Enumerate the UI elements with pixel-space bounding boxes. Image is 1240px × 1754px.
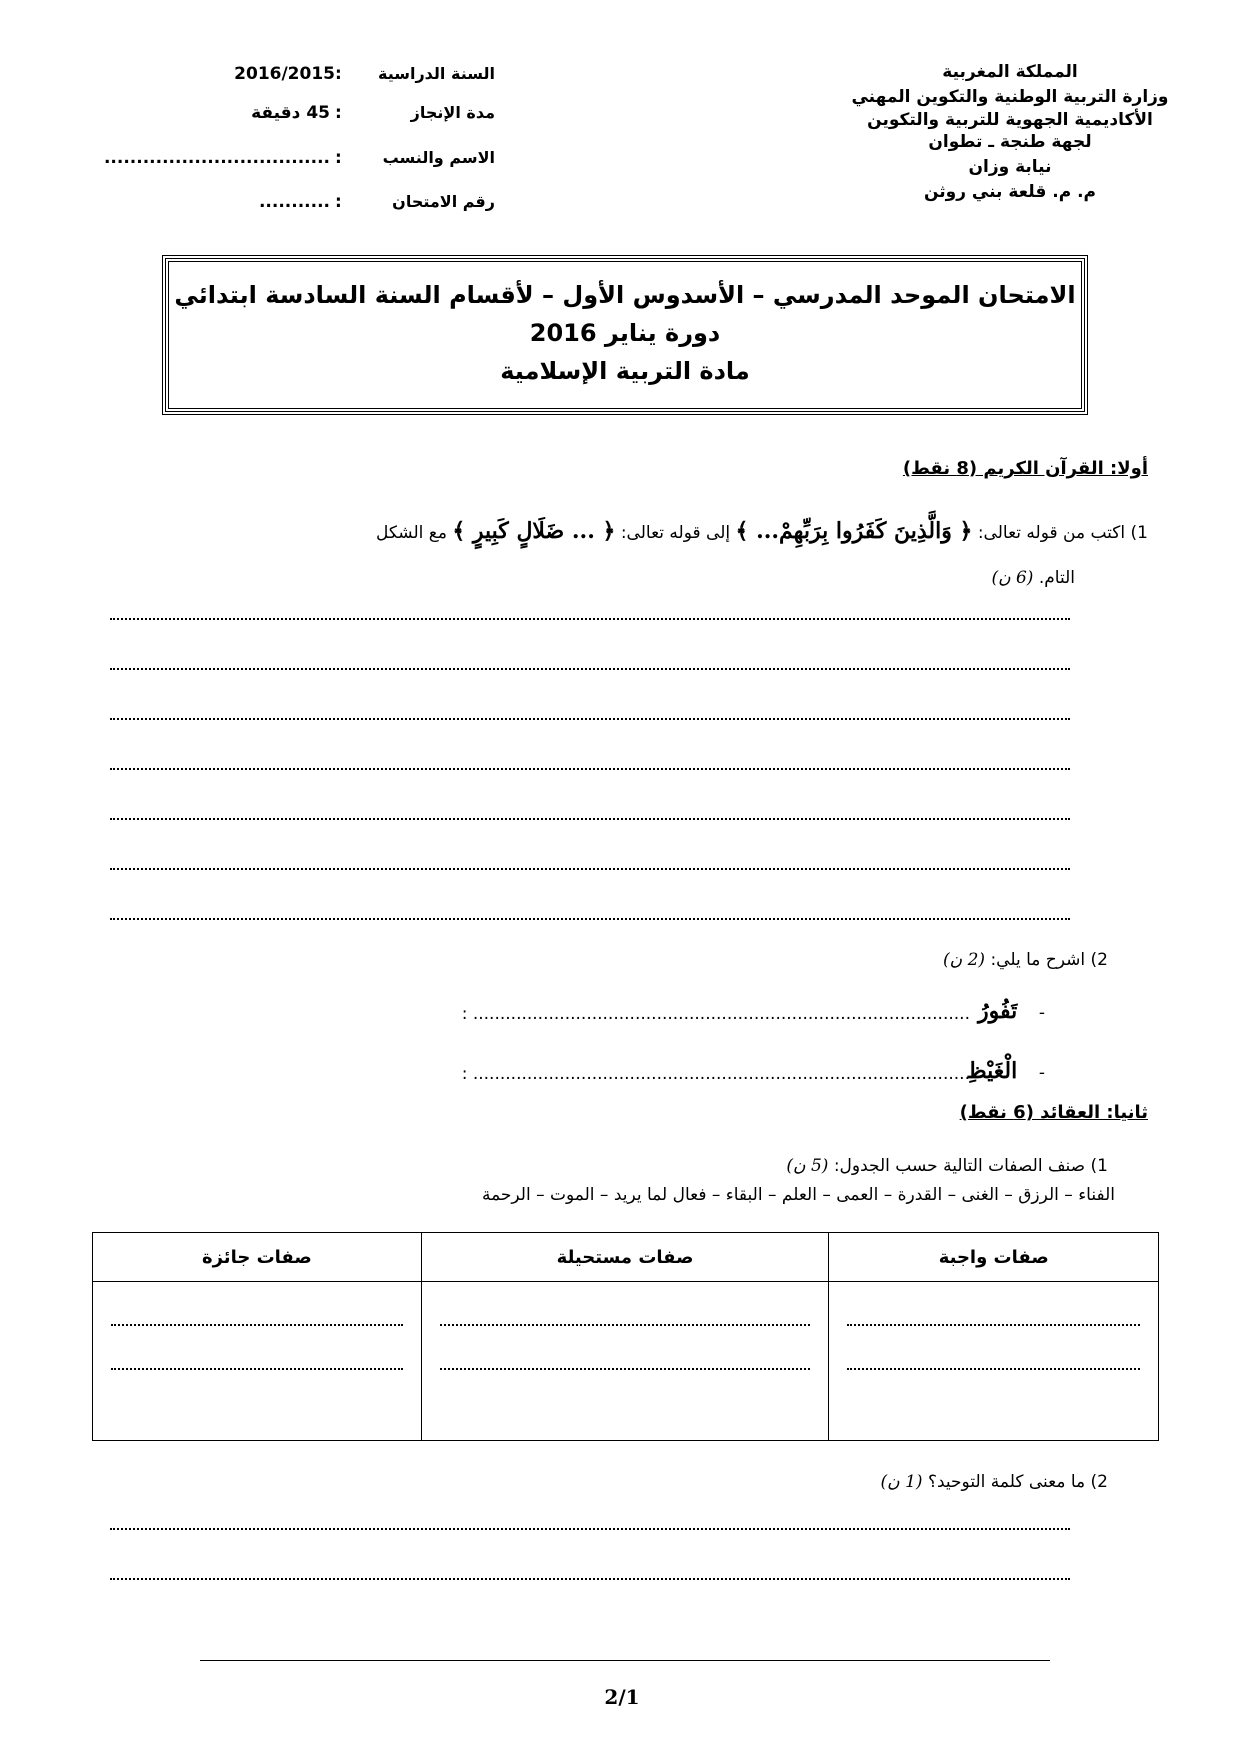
answer-line[interactable] [110,1528,1070,1530]
table-header-row [93,1233,1159,1282]
points: (5 ن) [786,1156,829,1176]
question-text: مع الشكل [376,523,447,543]
info-value: 45 دقيقة [251,103,330,123]
table-row [93,1282,1159,1441]
vocab-answer[interactable]: ............................................................................................ : [461,1004,970,1024]
vocab-word: تَفُورُ [977,998,1018,1024]
question-text: إلى قوله تعالى: [620,523,731,543]
answer-line[interactable] [111,1368,403,1370]
answer-cell[interactable] [421,1282,829,1441]
column-header: صفات جائزة [93,1233,422,1282]
bullet-dash: - [1022,1063,1045,1083]
question-1 [376,518,1148,544]
points: (6 ن) [991,568,1034,588]
attribute-list: الفناء – الرزق – الغنى – القدرة – العمى – العلم – البقاء – فعال لما يريد – الموت – الرحمة [481,1185,1115,1205]
info-label: السنة الدراسية [378,64,495,83]
exam-session: دورة يناير 2016 [529,319,721,347]
info-label: رقم الامتحان [392,192,495,211]
answer-line[interactable] [440,1324,811,1326]
header-line: لجهة طنجة ـ تطوان [928,132,1092,152]
question-number: 2) [1090,950,1108,970]
vocab-item [978,998,1045,1024]
exam-subject: مادة التربية الإسلامية [500,357,750,385]
title-box [165,258,1085,412]
colon: : [335,64,342,84]
question-text: ما معنى كلمة التوحيد؟ [927,1472,1086,1492]
section1-heading: أولا: القرآن الكريم (8 نقط) [902,458,1148,479]
bullet-dash: - [1022,1003,1045,1023]
points: (1 ن) [880,1472,923,1492]
question-1-cont [991,568,1075,588]
column-header: صفات مستحيلة [421,1233,829,1282]
header-line: وزارة التربية الوطنية والتكوين المهني [851,87,1169,107]
column-header: صفات واجبة [829,1233,1159,1282]
header-line: نيابة وزان [968,157,1052,177]
exam-title: الامتحان الموحد المدرسي – الأسدوس الأول – لأقسام السنة السادسة ابتدائي [174,281,1076,309]
colon: : [335,103,342,123]
question-2-2 [881,1472,1108,1492]
question-number: 2) [1090,1472,1108,1492]
answer-cell[interactable] [829,1282,1159,1441]
answer-line[interactable] [110,1578,1070,1580]
answer-cell[interactable] [93,1282,422,1441]
verse-end: ﴿ ... ضَلَالٍ كَبِيرٍ ﴾ [452,518,616,544]
header-line: المملكة المغربية [942,62,1078,82]
section2-heading: ثانيا: العقائد (6 نقط) [959,1102,1148,1123]
colon: : [335,148,342,168]
question-text: التام. [1038,568,1075,588]
vocab-item [966,1058,1045,1084]
vocab-answer[interactable]: ............................................................................................ : [461,1064,970,1084]
verse-start: ﴿ وَالَّذِينَ كَفَرُوا بِرَبِّهِمْ... ﴾ [735,518,973,544]
question-text: اكتب من قوله تعالى: [977,523,1126,543]
header-line: م. م. قلعة بني روثن [923,182,1097,202]
colon: : [335,192,342,212]
answer-line[interactable] [110,818,1070,820]
question-number: 1) [1090,1156,1108,1176]
footer-divider [200,1660,1050,1661]
header-line: الأكاديمية الجهوية للتربية والتكوين [867,110,1153,130]
exam-number-field[interactable]: ........... [258,192,330,212]
question-2 [943,950,1108,970]
answer-line[interactable] [110,918,1070,920]
name-field[interactable]: ................................... [103,148,330,168]
info-label: الاسم والنسب [382,148,495,167]
answer-line[interactable] [110,718,1070,720]
answer-line[interactable] [110,768,1070,770]
answer-line[interactable] [110,668,1070,670]
info-label: مدة الإنجاز [410,103,495,122]
question-text: صنف الصفات التالية حسب الجدول: [833,1156,1086,1176]
page-number: 2/1 [604,1685,640,1709]
question-number: 1) [1130,523,1148,543]
answer-line[interactable] [111,1324,403,1326]
points: (2 ن) [943,950,986,970]
classification-table [92,1232,1159,1441]
question-2-1 [786,1156,1108,1176]
answer-line[interactable] [440,1368,811,1370]
answer-line[interactable] [110,618,1070,620]
answer-line[interactable] [110,868,1070,870]
answer-line[interactable] [847,1324,1140,1326]
question-text: اشرح ما يلي: [990,950,1086,970]
info-value: 2016/2015 [234,64,335,84]
answer-line[interactable] [847,1368,1140,1370]
vocab-word: الْغَيْظِ [966,1058,1018,1084]
